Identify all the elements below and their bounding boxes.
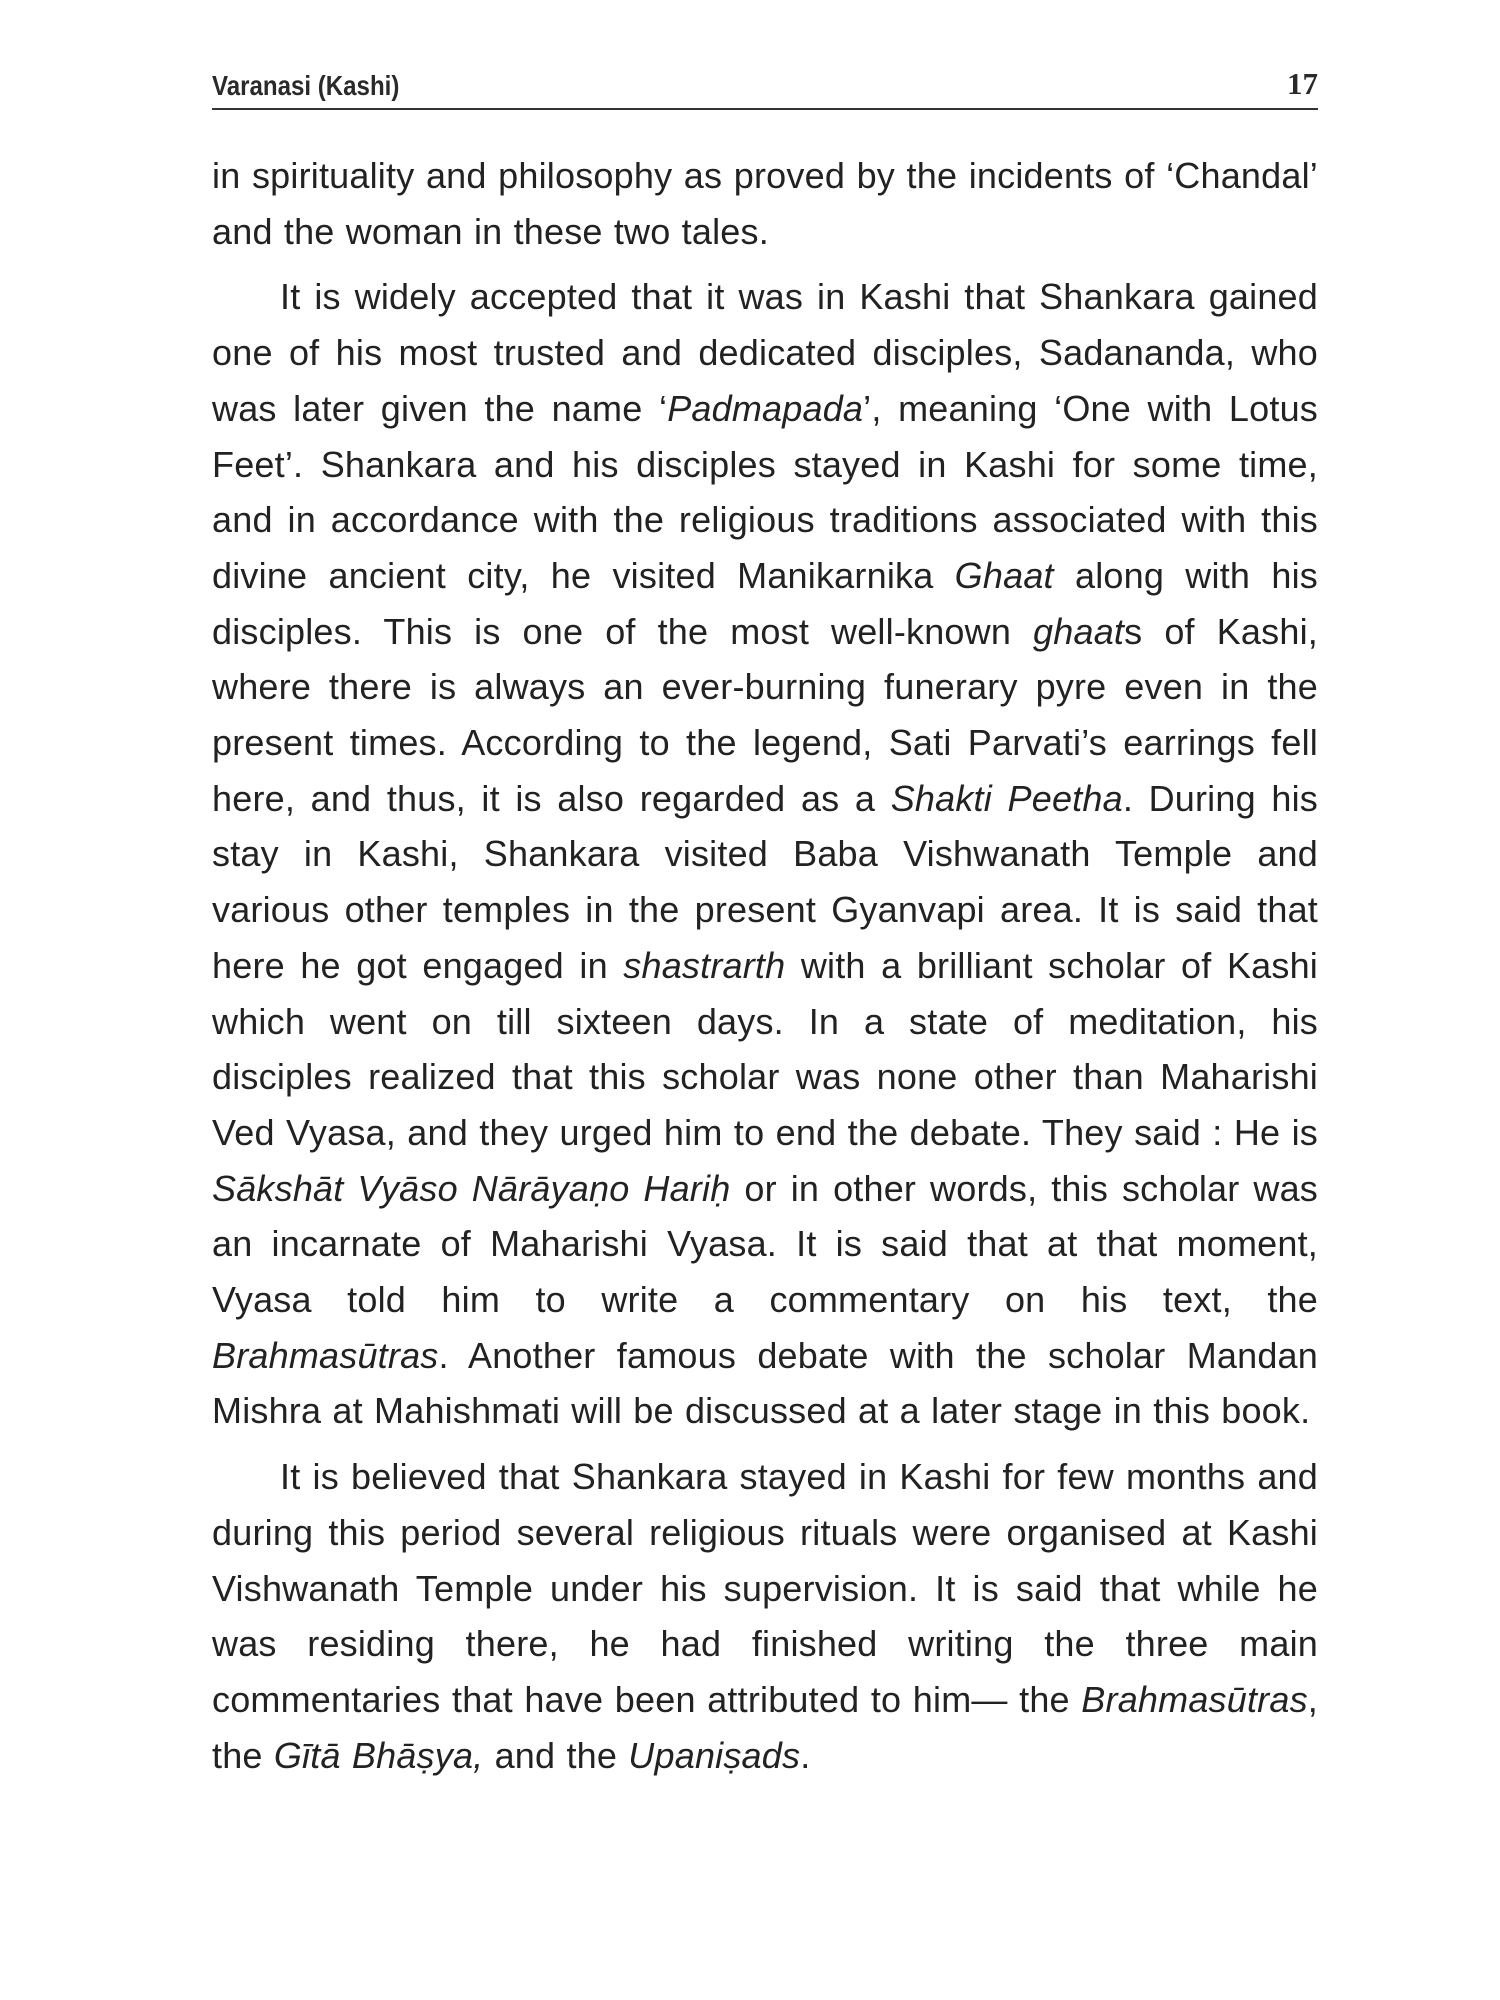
italic-term: Brahmasūtras — [212, 1334, 439, 1376]
italic-term: Padmapada — [667, 387, 864, 429]
italic-term: shastrarth — [623, 944, 786, 986]
text-run: ’, meaning ‘One with Lotus Feet’. Shankara and his disciples stayed in Kashi for some time, and in accordance with the religious traditions associated with this divine ancient city, he visited Manikarnika — [212, 387, 1319, 596]
paragraph — [212, 1449, 1318, 1783]
text-run: s of Kashi, where there is always an ever-burning funerary pyre even in the present times. According to the legend, Sati Parvati’s earrings fell here, and thus, it is also regarded as a — [212, 610, 1318, 819]
text-run: in spirituality and philosophy as proved by the incidents of ‘Chandal’ and the woman in these two tales. — [212, 155, 1318, 252]
italic-term: Gītā Bhāṣya, — [273, 1734, 484, 1776]
text-run: . During his stay in Kashi, Shankara visited Baba Vishwanath Temple and various other temples in the present Gyanvapi area. It is said that here he got engaged in — [212, 777, 1318, 986]
text-run: and the — [483, 1734, 629, 1776]
italic-term: Ghaat — [954, 554, 1054, 596]
text-run: or in other words, this scholar was an incarnate of Maharishi Vyasa. It is said that at that moment, Vyasa told him to write a commentary on his text, the — [212, 1167, 1318, 1321]
running-header — [212, 56, 1318, 110]
italic-term: ghaat — [1033, 610, 1125, 652]
chapter-title: Varanasi (Kashi) — [212, 70, 400, 101]
text-run: along with his disciples. This is one of the most well-known — [212, 554, 1318, 652]
text-run: with a brilliant scholar of Kashi which went on till sixteen days. In a state of meditation, his disciples realized that this scholar was none other than Maharishi Ved Vyasa, and they urged him to end the debate. They said : He is — [212, 944, 1319, 1153]
text-run: It is believed that Shankara stayed in Kashi for few months and during this period several religious rituals were organised at Kashi Vishwanath Temple under his supervision. It is said that while he was residing there, he had finished writing the three main commentaries that have been attributed to him— the — [212, 1456, 1318, 1720]
italic-term: Sākshāt Vyāso Nārāyaṇo Hariḥ — [212, 1167, 731, 1209]
italic-term: Shakti Peetha — [890, 777, 1123, 819]
paragraph — [212, 269, 1318, 1439]
italic-term: Upaniṣads — [628, 1734, 801, 1776]
text-run: It is widely accepted that it was in Kashi that Shankara gained one of his most trusted and dedicated disciples, Sadananda, who was later given the name ‘ — [212, 276, 1318, 429]
paragraph — [212, 148, 1318, 259]
italic-term: Brahmasūtras — [1081, 1678, 1308, 1720]
text-run: . Another famous debate with the scholar Mandan Mishra at Mahishmati will be discussed at a later stage in this book. — [212, 1334, 1318, 1432]
text-run: , the — [212, 1678, 1318, 1776]
page-number: 17 — [1287, 66, 1318, 101]
text-run: . — [800, 1734, 811, 1776]
body-text — [212, 148, 1318, 1793]
